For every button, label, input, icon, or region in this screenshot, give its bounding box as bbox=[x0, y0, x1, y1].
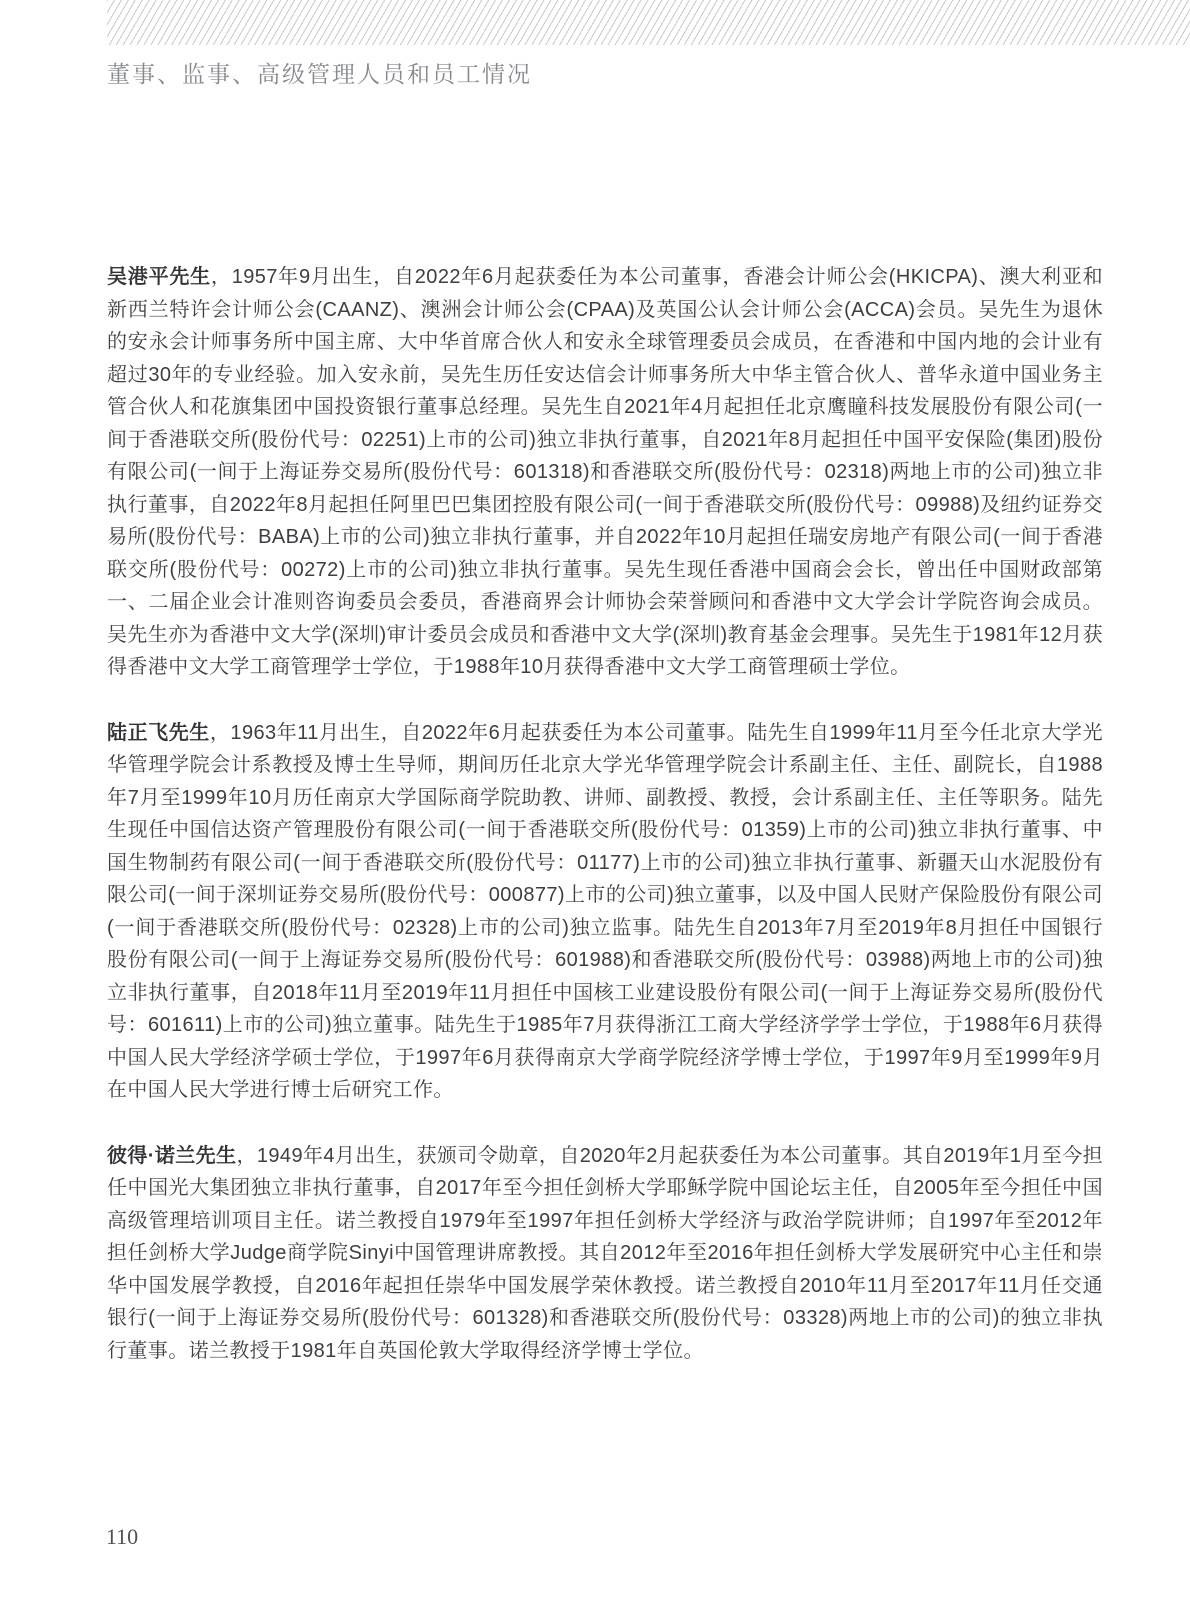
page-title: 董事、监事、高级管理人员和员工情况 bbox=[107, 62, 532, 87]
bio-text: ，1963年11月出生，自2022年6月起获委任为本公司董事。陆先生自1999年11月至今任北京大学光华管理学院会计系教授及博士生导师，期间历任北京大学光华管理学院会计系副主任、主任、副院长，自1988年7月至1999年10月历任南京大学国际商学院助教、讲师、副教授、教授，会计系副主任、主任等职务。陆先生现任中国信达资产管理股份有限公司(一间于香港联交所(股份代号：01359)上市的公司)独立非执行董事、中国生物制药有限公司(一间于香港联交所(股份代号：01177)上市的公司)独立非执行董事、新疆天山水泥股份有限公司(一间于深圳证券交易所(股份代号：000877)上市的公司)独立董事，以及中国人民财产保险股份有限公司(一间于香港联交所(股份代号：02328)上市的公司)独立监事。陆先生自2013年7月至2019年8月担任中国银行股份有限公司(一间于上海证券交易所(股份代号：601988)和香港联交所(股份代号：03988)两地上市的公司)独立非执行董事，自2018年11月至2019年11月担任中国核工业建设股份有限公司(一间于上海证券交易所(股份代号：601611)上市的公司)独立董事。陆先生于1985年7月获得浙江工商大学经济学学士学位，于1988年6月获得中国人民大学经济学硕士学位，于1997年6月获得南京大学商学院经济学博士学位，于1997年9月至1999年9月在中国人民大学进行博士后研究工作。 bbox=[107, 721, 1104, 1101]
bio-text: ，1949年4月出生，获颁司令勋章，自2020年2月起获委任为本公司董事。其自2019年1月至今担任中国光大集团独立非执行董事，自2017年至今担任剑桥大学耶稣学院中国论坛主任，自2005年至今担任中国高级管理培训项目主任。诺兰教授自1979年至1997年担任剑桥大学经济与政治学院讲师；自1997年至2012年担任剑桥大学Judge商学院Sinyi中国管理讲席教授。其自2012年至2016年担任剑桥大学发展研究中心主任和崇华中国发展学教授，自2016年起担任崇华中国发展学荣休教授。诺兰教授自2010年11月至2017年11月任交通银行(一间于上海证券交易所(股份代号：601328)和香港联交所(股份代号：03328)两地上市的公司)的独立非执行董事。诺兰教授于1981年自英国伦敦大学取得经济学博士学位。 bbox=[107, 1144, 1103, 1362]
bio-paragraph bbox=[107, 717, 1103, 1107]
bio-paragraph bbox=[107, 1140, 1103, 1368]
person-name: 陆正飞先生 bbox=[107, 721, 210, 744]
bio-paragraph bbox=[107, 261, 1103, 684]
person-name: 吴港平先生 bbox=[107, 266, 211, 288]
bio-content bbox=[107, 261, 1103, 1400]
hatch-banner bbox=[107, 0, 1190, 45]
person-name: 彼得·诺兰先生 bbox=[107, 1144, 237, 1167]
bio-text: ，1957年9月出生，自2022年6月起获委任为本公司董事，香港会计师公会(HKICPA)、澳大利亚和新西兰特许会计师公会(CAANZ)、澳洲会计师公会(CPAA)及英国公认会计师公会(ACCA)会员。吴先生为退休的安永会计师事务所中国主席、大中华首席合伙人和安永全球管理委员会成员，在香港和中国内地的会计业有超过30年的专业经验。加入安永前，吴先生历任安达信会计师事务所大中华主管合伙人、普华永道中国业务主管合伙人和花旗集团中国投资银行董事总经理。吴先生自2021年4月起担任北京鹰瞳科技发展股份有限公司(一间于香港联交所(股份代号：02251)上市的公司)独立非执行董事，自2021年8月起担任中国平安保险(集团)股份有限公司(一间于上海证券交易所(股份代号：601318)和香港联交所(股份代号：02318)两地上市的公司)独立非执行董事，自2022年8月起担任阿里巴巴集团控股有限公司(一间于香港联交所(股份代号：09988)及纽约证券交易所(股份代号：BABA)上市的公司)独立非执行董事，并自2022年10月起担任瑞安房地产有限公司(一间于香港联交所(股份代号：00272)上市的公司)独立非执行董事。吴先生现任香港中国商会会长，曾出任中国财政部第一、二届企业会计准则咨询委员会委员，香港商界会计师协会荣誉顾问和香港中文大学会计学院咨询会成员。吴先生亦为香港中文大学(深圳)审计委员会成员和香港中文大学(深圳)教育基金会理事。吴先生于1981年12月获得香港中文大学工商管理学士学位，于1988年10月获得香港中文大学工商管理硕士学位。 bbox=[107, 266, 1104, 678]
page-number: 110 bbox=[106, 1524, 139, 1549]
